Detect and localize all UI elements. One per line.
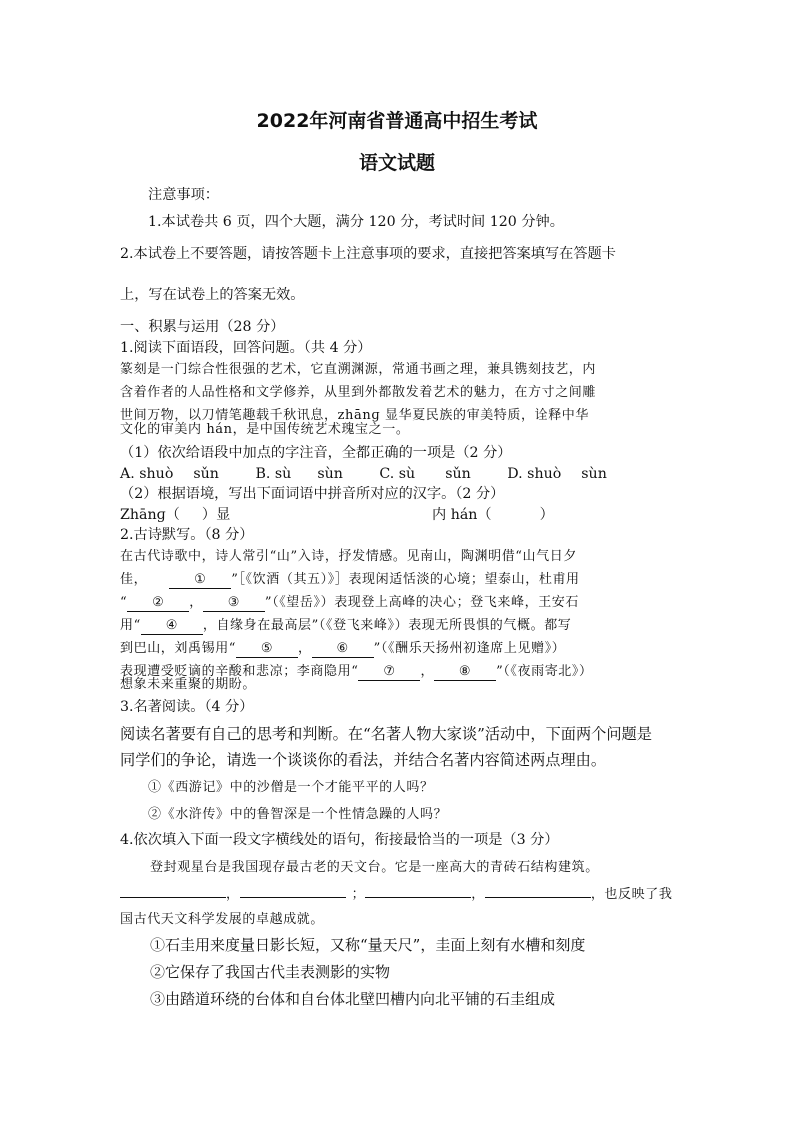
q4-line: 登封观星台是我国现存最古老的天文台。它是一座高大的青砖石结构建筑。 — [150, 860, 599, 875]
q2-stem: 2.古诗默写。（8 分） — [120, 527, 254, 543]
q4-stem: 4.依次填入下面一段文字横线处的语句，衔接最恰当的一项是（3 分） — [120, 832, 559, 848]
q1-passage-line: 篆刻是一门综合性很强的艺术，它直溯渊源，常通书画之理，兼具镌刻技艺，内 — [120, 362, 597, 377]
answer-blank[interactable]: ① — [169, 572, 231, 589]
q1-sub2: （2）根据语境，写出下面词语中拼音所对应的汉字。（2 分） — [120, 486, 505, 502]
notes-item-2b: 上，写在试卷上的答案无效。 — [120, 287, 305, 303]
q3-intro: 同学们的争论，请选一个谈谈你的看法，并结合名著内容简述两点理由。 — [120, 751, 606, 769]
q2-line: 用“ ④ ，自缘身在最高层”（《登飞来峰》）表现无所畏惧的气概。都写 — [120, 618, 572, 633]
q4-choice-1: ①石圭用来度量日影长短，又称“量天尺”，圭面上刻有水槽和刻度 — [150, 936, 586, 954]
q4-line: 国古代天文科学发展的卓越成就。 — [120, 912, 325, 927]
q1-fill-1: Zhānɡ（ ）显 — [120, 507, 231, 523]
answer-blank[interactable]: ⑦ — [358, 664, 420, 681]
q2-line: 到巴山，刘禹锡用“ ⑤ ， ⑥ ”（《酬乐天扬州初逢席上见赠》） — [120, 641, 566, 656]
notes-heading: 注意事项： — [148, 187, 219, 203]
answer-blank[interactable] — [240, 897, 346, 898]
q4-line: ， ； ， ，也反映了我 — [120, 885, 672, 905]
q2-line: 佳， ① ”［《饮酒（其五）》］表现闲适恬淡的心境；望泰山，杜甫用 — [120, 572, 580, 587]
q2-line: 表现遭受贬谪的辛酸和悲凉；李商隐用“ ⑦ ， ⑧ ”（《夜雨寄北》） — [120, 664, 593, 679]
q2-line: “ ② ， ③ ”（《望岳》）表现登上高峰的决心；登飞来峰，王安石 — [120, 595, 580, 610]
answer-blank[interactable]: ⑧ — [434, 664, 496, 681]
answer-blank[interactable] — [485, 897, 591, 898]
q1-passage-line: 世间万物，以刀情笔趣载千秋讯息，zhānɡ 显华夏民族的审美特质，诠释中华 — [120, 408, 589, 423]
answer-blank[interactable]: ⑤ — [236, 641, 298, 658]
option-d: D. shuò sùn — [507, 466, 607, 482]
q3-intro: 阅读名著要有自己的思考和判断。在“名著人物大家谈”活动中，下面两个问题是 — [120, 725, 652, 743]
answer-blank[interactable]: ② — [127, 595, 189, 612]
q1-stem: 1.阅读下面语段，回答问题。（共 4 分） — [120, 340, 372, 356]
exam-subtitle: 语文试题 — [358, 152, 435, 174]
q1-passage-line: 含着作者的人品性格和文学修养，从里到外都散发着艺术的魅力，在方寸之间雕 — [120, 385, 597, 400]
q1-passage-line: 文化的审美内 hán，是中国传统艺术瑰宝之一。 — [120, 422, 410, 437]
q4-choice-2: ②它保存了我国古代圭表测影的实物 — [150, 963, 391, 981]
answer-blank[interactable] — [120, 897, 226, 898]
exam-title: 2022年河南省普通高中招生考试 — [256, 110, 538, 132]
option-a: A. shuò sǔn — [120, 466, 219, 482]
q1-options — [120, 464, 607, 484]
answer-blank[interactable]: ⑥ — [312, 641, 374, 658]
section1-heading: 一、积累与运用（28 分） — [120, 319, 285, 335]
q1-fill-2: 内 hán（ ） — [432, 507, 554, 523]
notes-item-2a: 2.本试卷上不要答题，请按答题卡上注意事项的要求，直接把答案填写在答题卡 — [120, 246, 616, 262]
q2-line: 在古代诗歌中，诗人常引“山”入诗，抒发情感。见南山，陶渊明借“山气日夕 — [120, 549, 577, 564]
q2-line: 想象未来重聚的期盼。 — [120, 677, 257, 692]
option-b: B. sù sùn — [255, 466, 343, 482]
answer-blank[interactable]: ③ — [203, 595, 265, 612]
q3-stem: 3.名著阅读。（4 分） — [120, 699, 254, 715]
q4-choice-3: ③由踏道环绕的台体和自台体北壁凹槽内向北平铺的石圭组成 — [150, 990, 556, 1008]
option-c: C. sù sǔn — [379, 466, 471, 482]
q3-item-1: ①《西游记》中的沙僧是一个才能平平的人吗？ — [148, 780, 434, 795]
answer-blank[interactable]: ④ — [141, 618, 203, 635]
answer-blank[interactable] — [365, 897, 471, 898]
q1-sub1: （1）依次给语段中加点的字注音，全都正确的一项是（2 分） — [120, 445, 512, 461]
notes-item-1: 1.本试卷共 6 页，四个大题，满分 120 分，考试时间 120 分钟。 — [148, 214, 564, 230]
q3-item-2: ②《水浒传》中的鲁智深是一个性情急躁的人吗？ — [148, 807, 448, 822]
